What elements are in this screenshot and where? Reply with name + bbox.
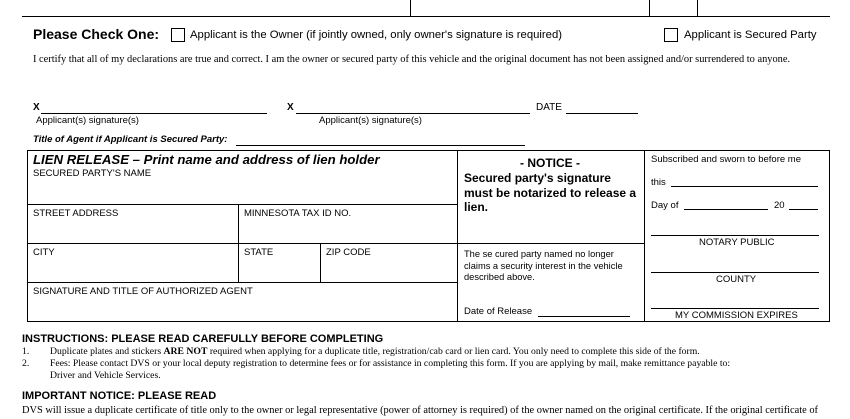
- agent-title-line[interactable]: [236, 145, 525, 146]
- subscribed-sworn-label: Subscribed and sworn to before me: [651, 154, 801, 165]
- lien-box-left: [27, 150, 28, 322]
- date-label: DATE: [536, 102, 562, 113]
- day-of-label: Day of: [651, 200, 679, 211]
- check-heading: Please Check One:: [33, 26, 160, 42]
- notary-divider: [644, 150, 645, 322]
- top-divider-3: [697, 0, 698, 17]
- applicant-signature-line-2[interactable]: [296, 113, 530, 114]
- state-label: STATE: [244, 247, 274, 258]
- zip-divider: [320, 243, 321, 282]
- notary-signature-line[interactable]: [651, 235, 819, 236]
- county-label: COUNTY: [716, 274, 757, 285]
- year-line[interactable]: [789, 209, 818, 210]
- instruction-2-text: Fees: Please contact DVS or your local deputy registration to determine fees or for assistance in completing this form. If you are applying by mail, make remittance payable to:: [50, 358, 731, 369]
- lien-box-right: [829, 150, 830, 322]
- this-label: this: [651, 177, 666, 188]
- important-notice-heading: IMPORTANT NOTICE: PLEASE READ: [22, 390, 217, 402]
- lien-box-top: [27, 150, 830, 151]
- applicant-signature-label-2: Applicant(s) signature(s): [319, 115, 422, 126]
- year-prefix-label: 20: [774, 200, 785, 211]
- secured-party-release-text: The se cured party named no longer claims a security interest in the vehicle described above.: [464, 249, 623, 282]
- instruction-1-text-bold: ARE NOT: [163, 346, 208, 357]
- street-address-label: STREET ADDRESS: [33, 208, 119, 219]
- signature-title-label: SIGNATURE AND TITLE OF AUTHORIZED AGENT: [33, 286, 253, 297]
- secured-party-name-label: SECURED PARTY'S NAME: [33, 168, 152, 179]
- instruction-1-text-pre: Duplicate plates and stickers: [50, 346, 164, 357]
- agent-title-label: Title of Agent if Applicant is Secured Party:: [33, 134, 228, 145]
- applicant-signature-line-1[interactable]: [41, 113, 267, 114]
- instruction-2-text-cont: Driver and Vehicle Services.: [50, 369, 161, 381]
- lien-release-heading: LIEN RELEASE – Print name and address of lien holder: [33, 152, 380, 167]
- applicant-signature-label-1: Applicant(s) signature(s): [36, 115, 139, 126]
- county-line[interactable]: [651, 272, 819, 273]
- notice-body: Secured party's signature must be notarized to release a lien.: [464, 171, 637, 214]
- lien-row-3: [27, 282, 458, 283]
- secured-party-checkbox[interactable]: [664, 28, 678, 42]
- lien-row-1: [27, 204, 458, 205]
- day-of-line[interactable]: [684, 209, 768, 210]
- owner-checkbox[interactable]: [171, 28, 185, 42]
- top-rule: [22, 16, 830, 17]
- top-divider-2: [649, 0, 650, 17]
- top-divider-1: [410, 0, 411, 17]
- important-notice-body: DVS will issue a duplicate certificate of title only to the owner or legal representative (power of attorney is required) of the owner named on the original certificate. If the original certificate of: [22, 405, 819, 416]
- mn-tax-id-label: MINNESOTA TAX ID NO.: [244, 208, 352, 219]
- instruction-2: [22, 358, 832, 381]
- commission-expires-label: MY COMMISSION EXPIRES: [675, 310, 798, 321]
- date-of-release-line[interactable]: [538, 316, 630, 317]
- this-line[interactable]: [671, 186, 818, 187]
- notice-divider: [457, 150, 458, 322]
- signature-x-mark-1: X: [33, 102, 40, 113]
- lien-row-2: [27, 243, 458, 244]
- signature-x-mark-2: X: [287, 102, 294, 113]
- notary-public-label: NOTARY PUBLIC: [699, 237, 775, 248]
- instructions-heading: INSTRUCTIONS: PLEASE READ CAREFULLY BEFORE COMPLETING: [22, 333, 384, 345]
- notice-heading: - NOTICE -: [520, 156, 580, 170]
- certify-text: I certify that all of my declarations are true and correct. I am the owner or secured party of this vehicle and the original document has not been assigned and/or surrendered to anyone.: [33, 54, 791, 65]
- city-label: CITY: [33, 247, 55, 258]
- commission-line[interactable]: [651, 308, 819, 309]
- zip-code-label: ZIP CODE: [326, 247, 371, 258]
- instruction-1-text-post: required when applying for a duplicate title, registration/cab card or lien card. You only need to complete this side of the form.: [207, 346, 700, 357]
- owner-checkbox-label: Applicant is the Owner (if jointly owned, only owner's signature is required): [190, 29, 562, 41]
- date-line[interactable]: [566, 113, 638, 114]
- date-of-release-label: Date of Release: [464, 306, 533, 317]
- instruction-1-number: 1.: [22, 346, 30, 357]
- secured-party-checkbox-label: Applicant is Secured Party: [684, 29, 817, 41]
- instruction-1: [22, 346, 832, 358]
- instruction-2-number: 2.: [22, 358, 30, 369]
- lien-box-bottom: [27, 321, 830, 322]
- notice-row: [457, 243, 645, 244]
